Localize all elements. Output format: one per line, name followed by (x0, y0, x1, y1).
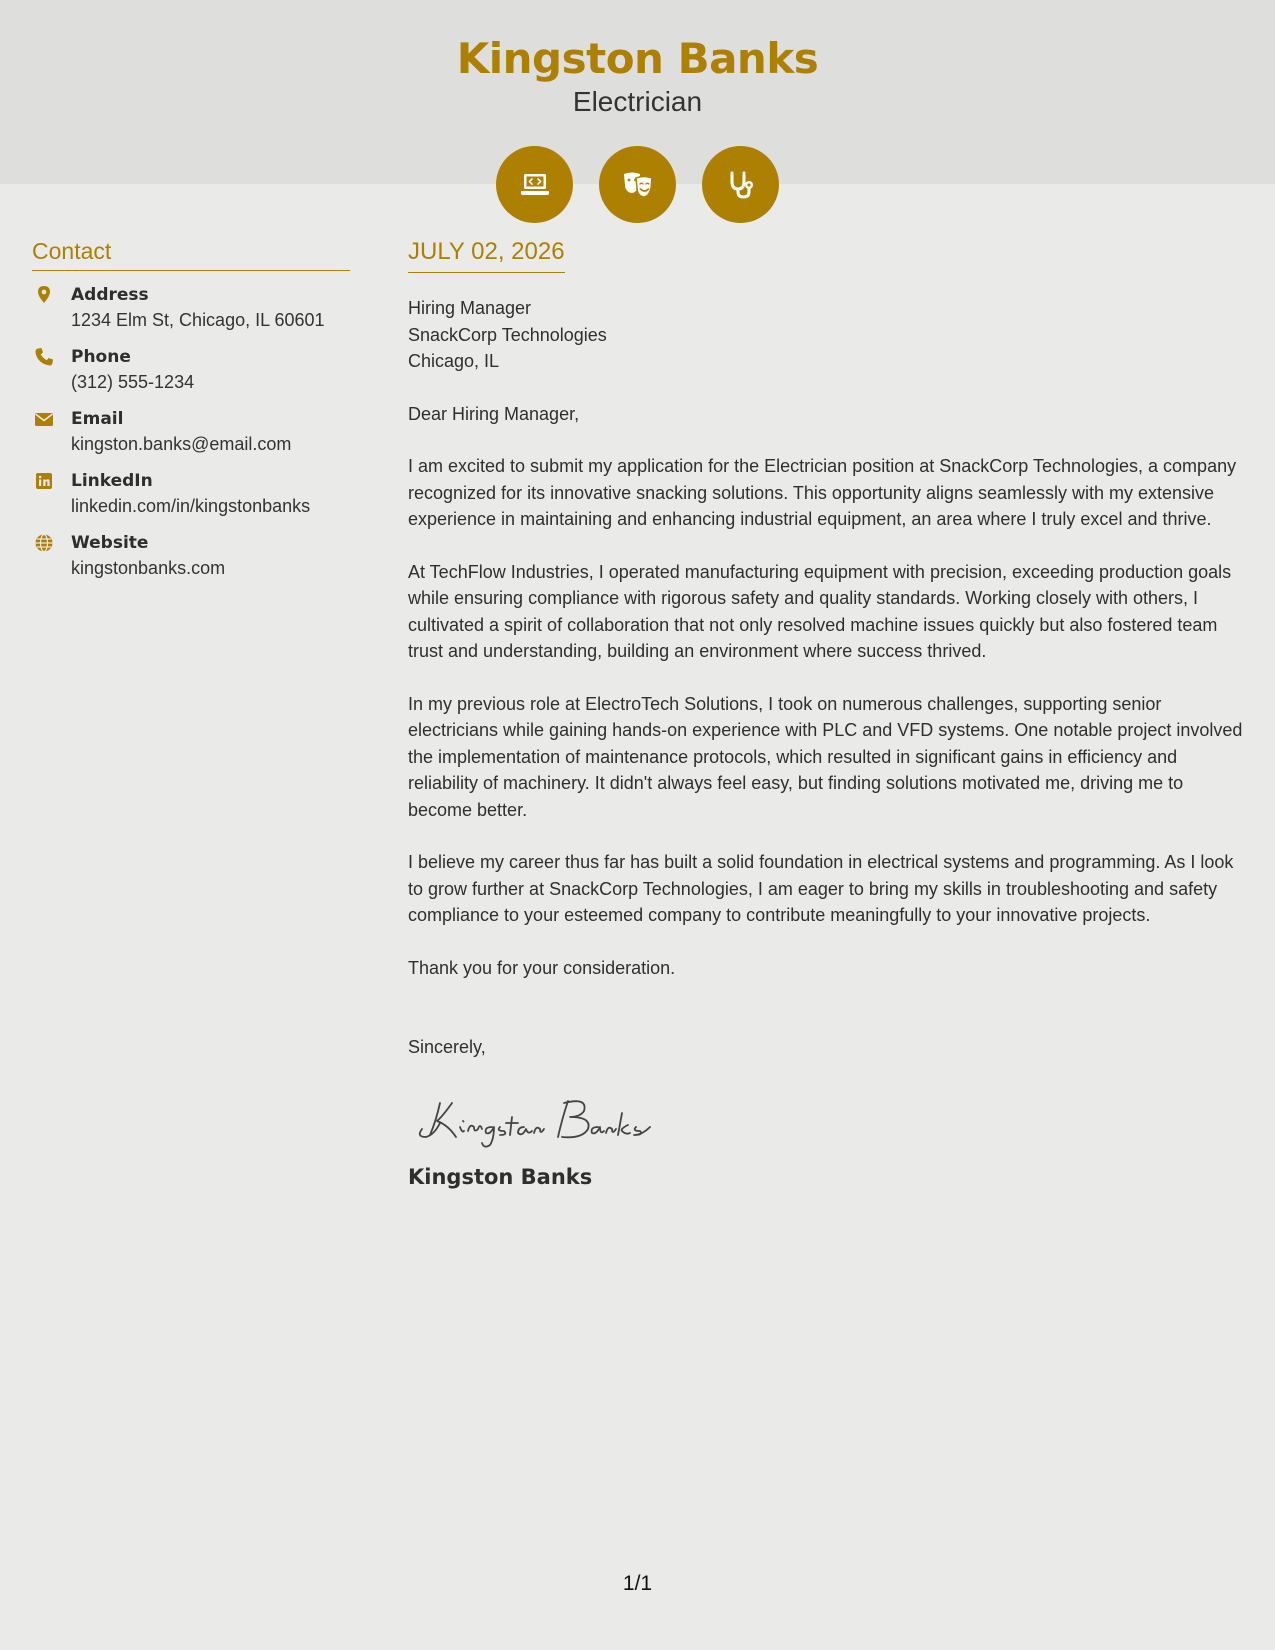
recipient-line: SnackCorp Technologies (408, 324, 607, 345)
contact-value: kingston.banks@email.com (71, 434, 292, 454)
globe-icon (34, 533, 54, 553)
contact-sidebar (32, 238, 350, 581)
contact-label: Website (71, 533, 149, 553)
interest-icons (496, 146, 779, 223)
contact-value: 1234 Elm St, Chicago, IL 60601 (71, 310, 325, 330)
contact-label: Address (71, 285, 149, 305)
map-pin-icon (34, 285, 54, 305)
printed-name: Kingston Banks (408, 1164, 593, 1189)
contact-linkedin (32, 469, 350, 519)
contact-address (32, 283, 350, 333)
contact-label: Phone (71, 347, 131, 367)
recipient-line: Hiring Manager (408, 298, 532, 318)
stethoscope-icon (702, 146, 779, 223)
job-title: Electrician (572, 86, 703, 117)
paragraph: Thank you for your consideration. (408, 957, 676, 978)
letter-date: JULY 02, 2026 (408, 238, 565, 273)
contact-website (32, 531, 350, 581)
page-number: 1/1 (622, 1572, 653, 1595)
theater-masks-icon (599, 146, 676, 223)
contact-value: (312) 555-1234 (71, 372, 195, 392)
paragraph: I am excited to submit my application for the Electrician position at SnackCorp Technologies, a company recognized for its innovative snacking solutions. This opportunity aligns seamlessly with my extensive experience in maintaining and enhancing industrial equipment, an area where I truly excel and thrive. (408, 456, 1237, 529)
paragraph: I believe my career thus far has built a solid foundation in electrical systems and programming. As I look to grow further at SnackCorp Technologies, I am eager to bring my skills in troubleshooting and safety compliance to your esteemed company to contribute meaningfully to your innovative projects. (408, 852, 1234, 925)
contact-label: LinkedIn (71, 471, 153, 491)
closing: Sincerely, (408, 1037, 486, 1057)
letter-body (408, 238, 1248, 1189)
contact-label: Email (71, 409, 124, 429)
phone-icon (34, 347, 54, 367)
contact-value: kingstonbanks.com (71, 558, 226, 578)
applicant-name: Kingston Banks (456, 34, 819, 83)
contact-email (32, 407, 350, 457)
contact-heading: Contact (32, 238, 350, 271)
signature (412, 1083, 1248, 1153)
recipient-block (408, 295, 1248, 375)
greeting: Dear Hiring Manager, (408, 403, 580, 424)
envelope-icon (34, 409, 54, 429)
contact-phone (32, 345, 350, 395)
recipient-line: Chicago, IL (408, 351, 500, 371)
signature-drawing (412, 1083, 672, 1153)
laptop-code-icon (496, 146, 573, 223)
paragraph: In my previous role at ElectroTech Solutions, I took on numerous challenges, supporting senior electricians while gaining hands-on experience with PLC and VFD systems. One notable project involved the implementation of maintenance protocols, which resulted in significant gains in efficiency and reliability of machinery. It didn't always feel easy, but finding solutions motivated me, driving me to become better. (408, 693, 1243, 820)
linkedin-icon (34, 471, 54, 491)
paragraph: At TechFlow Industries, I operated manufacturing equipment with precision, exceeding production goals while ensuring compliance with rigorous safety and quality standards. Working closely with others, I cultivated a spirit of collaboration that not only resolved machine issues quickly but also fostered team trust and understanding, building an environment where success thrived. (408, 561, 1232, 661)
contact-value: linkedin.com/in/kingstonbanks (71, 496, 311, 516)
